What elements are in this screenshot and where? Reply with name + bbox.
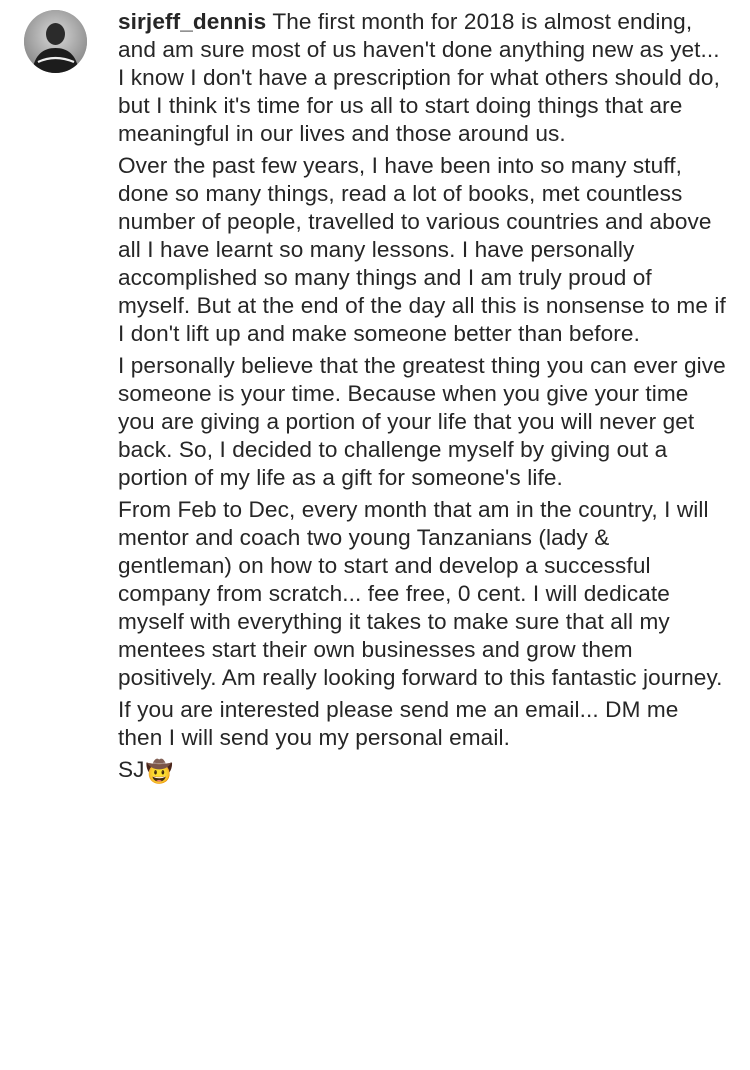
- signature-text: SJ: [118, 757, 145, 782]
- comment-text: The first month for 2018 is almost ending, and am sure most of us haven't done anything new as yet... I know I don't have a prescription for what others should do, but I think it's time for us all to start doing things that are meaningful in our lives and those around us.: [118, 9, 720, 146]
- user-avatar[interactable]: [24, 10, 87, 73]
- signature: [118, 756, 728, 784]
- username-link[interactable]: sirjeff_dennis: [118, 9, 267, 34]
- comment-paragraph: [118, 8, 728, 148]
- comment-paragraph: If you are interested please send me an email... DM me then I will send you my personal email.: [118, 697, 679, 750]
- comment-paragraph: I personally believe that the greatest thing you can ever give someone is your time. Because when you give your time you are giving a portion of your life that you will never get back. So, I decided to challenge myself by giving out a portion of my life as a gift for someone's life.: [118, 353, 726, 490]
- cowboy-hat-face-icon: 🤠: [145, 759, 174, 784]
- comment-body: [118, 8, 728, 788]
- comment-paragraph: Over the past few years, I have been into so many stuff, done so many things, read a lot of books, met countless number of people, travelled to various countries and above all I have learnt so many lessons. I have personally accomplished so many things and I am truly proud of myself. But at the end of the day all this is nonsense to me if I don't lift up and make someone better than before.: [118, 153, 726, 346]
- comment-paragraph: From Feb to Dec, every month that am in the country, I will mentor and coach two young Tanzanians (lady & gentleman) on how to start and develop a successful company from scratch... fee free, 0 cent. I will dedicate myself with everything it takes to make sure that all my mentees start their own businesses and grow them positively. Am really looking forward to this fantastic journey.: [118, 497, 723, 690]
- user-avatar-icon: [24, 10, 87, 73]
